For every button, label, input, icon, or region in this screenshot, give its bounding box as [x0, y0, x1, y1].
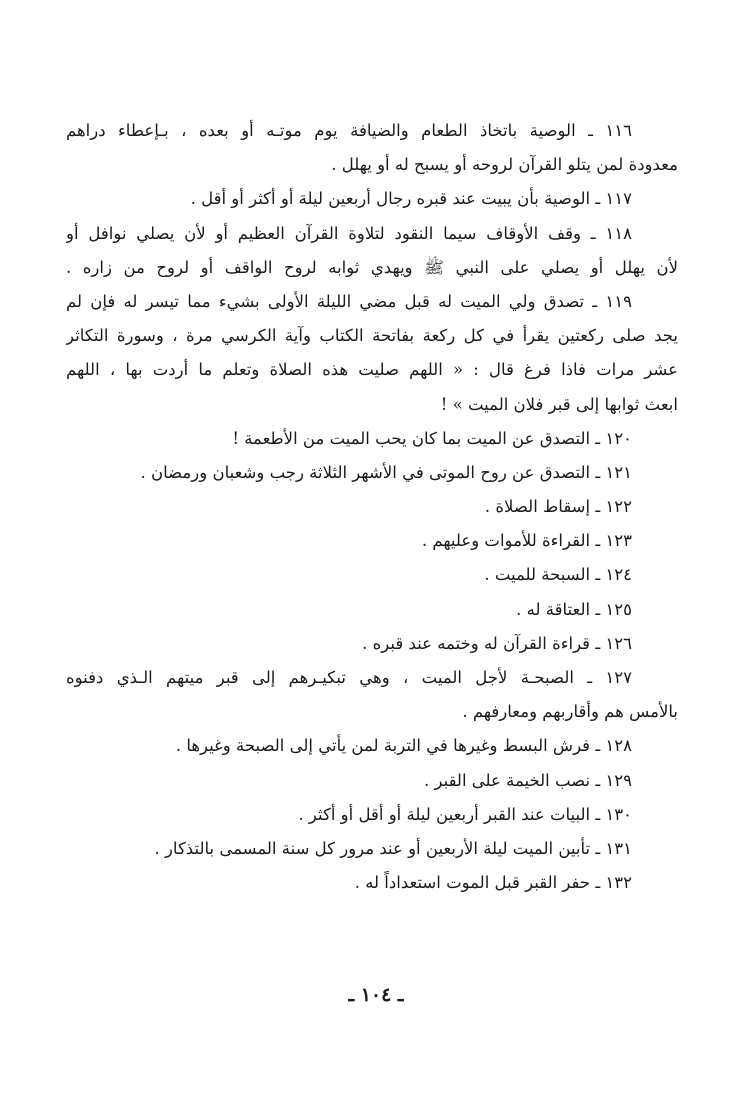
paragraph-line: ١٣١ ـ تأبين الميت ليلة الأربعين أو عند مرور كل سنة المسمى بالتذكار .	[154, 838, 632, 858]
paragraph-line: ١١٧ ـ الوصية بأن يبيت عند قبره رجال أربعين ليلة أو أكثر أو أقل .	[190, 189, 632, 209]
paragraph-line: بالأمس هم وأقاربهم ومعارفهم .	[462, 702, 678, 722]
paragraph-line: ١٢٢ ـ إسقاط الصلاة .	[484, 497, 632, 517]
paragraph-line: ١٢٩ ـ نصب الخيمة على القبر .	[424, 770, 632, 790]
paragraph-line: ١٢٠ ـ التصدق عن الميت بما كان يحب الميت من الأطعمة !	[232, 428, 632, 448]
paragraph-line: ١٣٠ ـ البيات عند القبر أربعين ليلة أو أقل أو أكثر .	[298, 804, 632, 824]
paragraph-line: ١٢٧ ـ الصبحـة لأجل الميت ، وهي تبكيـرهم إلى قبر ميتهم الـذي دفنوه	[66, 668, 632, 687]
paragraph-line: ١١٦ ـ الوصية باتخاذ الطعام والضيافة يوم موتـه أو بعده ، بـإعطاء دراهم	[66, 121, 632, 140]
paragraph-line: ١٣٢ ـ حفر القبر قبل الموت استعداداً له .	[354, 873, 632, 893]
paragraph-line: معدودة لمن يتلو القرآن لروحه أو يسبح له أو يهلل .	[331, 155, 678, 175]
paragraph-line: ١١٨ ـ وقف الأوقاف سيما النقود لتلاوة القرآن العظيم أو لأن يصلي نوافل أو	[66, 223, 632, 243]
paragraph-line: عشر مرات فاذا فرغ قال : « اللهم صليت هذه الصلاة وتعلم ما أردت بها ، اللهم	[66, 360, 678, 380]
paragraph-line: ١٢٥ ـ العتاقة له .	[516, 599, 632, 619]
page-number: ـ ١٠٤ ـ	[348, 984, 404, 1006]
paragraph-line: ١٢٦ ـ قراءة القرآن له وختمه عند قبره .	[362, 633, 632, 653]
paragraph-line: ١١٩ ـ تصدق ولي الميت له قبل مضي الليلة الأولى بشيء مما تيسر له فإن لم	[66, 291, 632, 311]
paragraph-line: ١٢٨ ـ فرش البسط وغيرها في التربة لمن يأتي إلى الصبحة وغيرها .	[175, 736, 632, 756]
paragraph-line: ١٢٣ ـ القراءة للأموات وعليهم .	[421, 531, 632, 551]
paragraph-line: يجد صلى ركعتين يقرأ في كل ركعة بفاتحة الكتاب وآية الكرسي مرة ، وسورة التكاثر	[66, 326, 678, 346]
paragraph-line: ١٢٤ ـ السبحة للميت .	[484, 565, 632, 585]
body-text	[66, 114, 678, 900]
paragraph-line: ١٢١ ـ التصدق عن روح الموتى في الأشهر الثلاثة رجب وشعبان ورمضان .	[140, 462, 632, 482]
paragraph-line: لأن يهلل أو يصلي على النبي ﷺ ويهدي ثوابه لروح الواقف أو لروح من زاره .	[66, 257, 678, 277]
paragraph-line: ابعث ثوابها إلى قبر فلان الميت » !	[440, 394, 678, 414]
